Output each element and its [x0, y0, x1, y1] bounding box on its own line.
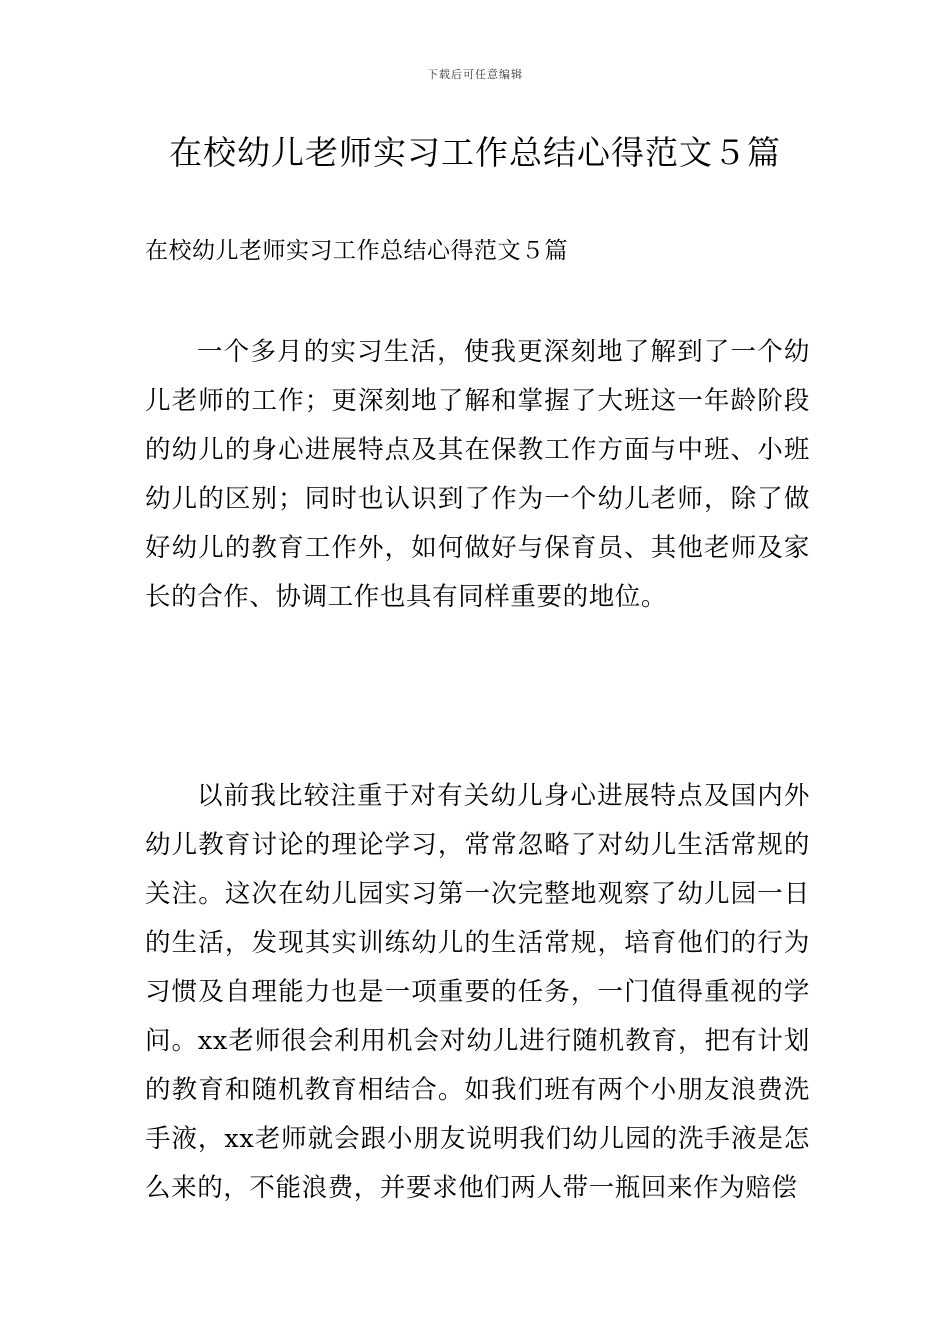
- header-note: 下载后可任意编辑: [427, 68, 523, 81]
- paragraph-1: 一个多月的实习生活，使我更深刻地了解到了一个幼儿老师的工作；更深刻地了解和掌握了大班这一年龄阶段的幼儿的身心进展特点及其在保教工作方面与中班、小班幼儿的区别；同时也认识到了作为一个幼儿老师，除了做好幼儿的教育工作外，如何做好与保育员、其他老师及家长的合作、协调工作也具有同样重要的地位。: [145, 337, 810, 612]
- paragraph-2: 以前我比较注重于对有关幼儿身心进展特点及国内外幼儿教育讨论的理论学习，常常忽略了对幼儿生活常规的关注。这次在幼儿园实习第一次完整地观察了幼儿园一日的生活，发现其实训练幼儿的生活常规，培育他们的行为习惯及自理能力也是一项重要的任务，一门值得重视的学问。xx老师很会利用机会对幼儿进行随机教育，把有计划的教育和随机教育相结合。如我们班有两个小朋友浪费洗手液，xx老师就会跟小朋友说明我们幼儿园的洗手液是怎么来的，不能浪费，并要求他们两人带一瓶回来作为赔偿: [145, 781, 810, 1203]
- document-title: 在校幼儿老师实习工作总结心得范文５篇: [169, 133, 781, 172]
- document-subtitle: 在校幼儿老师实习工作总结心得范文５篇: [145, 238, 568, 264]
